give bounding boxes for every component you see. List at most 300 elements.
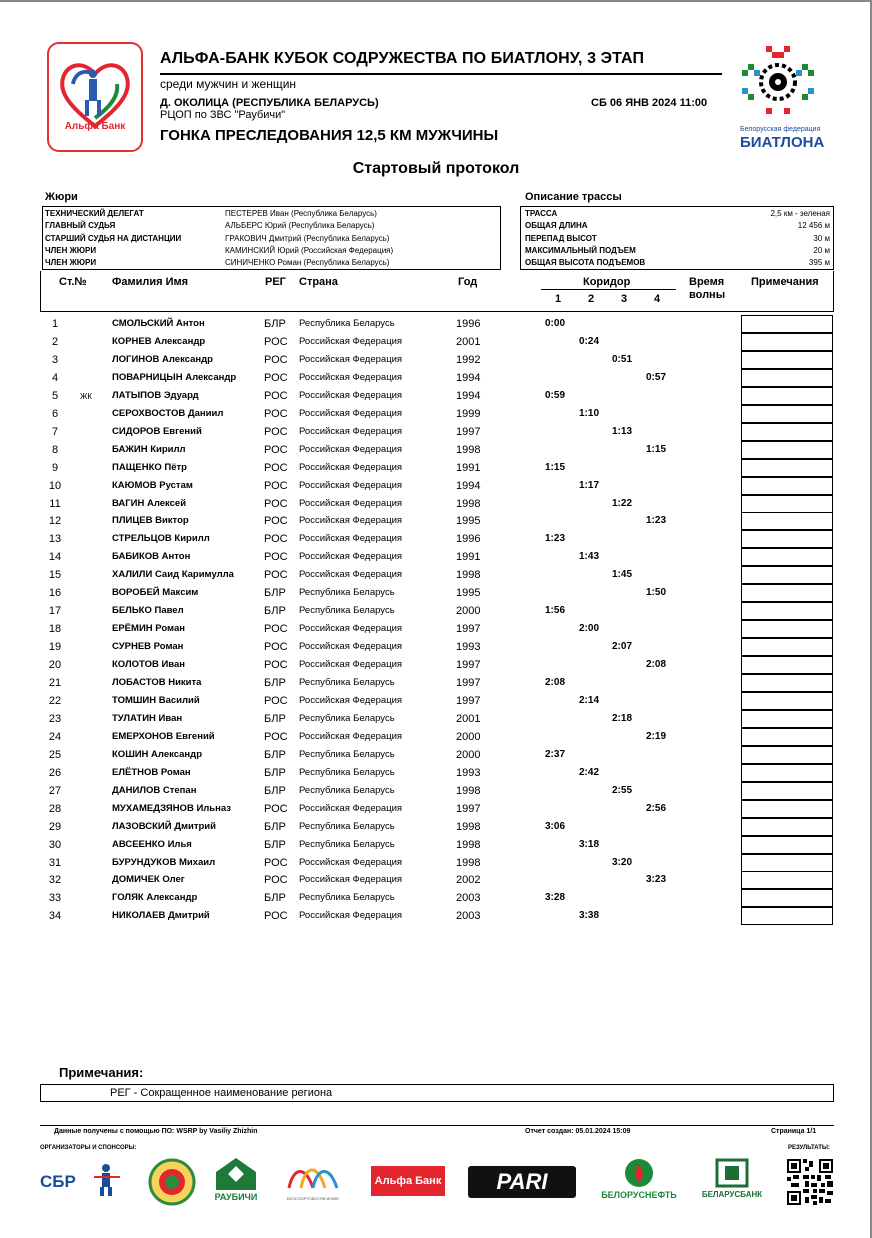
start-number: 32: [48, 874, 62, 887]
start-number: 26: [48, 766, 62, 779]
start-number: 29: [48, 820, 62, 833]
event-subtitle: среди мужчин и женщин: [160, 77, 297, 91]
right-logo-big-text: БИАТЛОНА: [740, 134, 825, 151]
sponsor-belorusneft-logo: [594, 1158, 684, 1206]
athlete-name: ЕМЕРХОНОВ Евгений: [112, 730, 215, 742]
birth-year: 1994: [456, 389, 481, 402]
athlete-name: ЛОБАСТОВ Никита: [112, 677, 202, 688]
region-code: РОС: [264, 641, 288, 654]
birth-year: 1998: [456, 569, 481, 582]
start-time: 1:22: [612, 497, 633, 509]
course-title: Описание трассы: [525, 191, 622, 203]
country: Республика Беларусь: [299, 766, 395, 778]
athlete-name: СЕРОХВОСТОВ Даниил: [112, 407, 224, 419]
header-corridor-4: 4: [654, 293, 661, 305]
birth-year: 2000: [456, 748, 481, 761]
start-number: 13: [48, 533, 62, 546]
jury-member: АЛЬБЕРС Юрий (Республика Беларусь): [225, 221, 375, 231]
start-time: 1:45: [612, 569, 633, 581]
table-row: [40, 782, 840, 800]
header-corridor-3: 3: [621, 293, 628, 305]
jury-member: СИНИЧЕНКО Роман (Республика Беларусь): [225, 258, 390, 268]
athlete-name: ЕЛЁТНОВ Роман: [112, 766, 191, 778]
birth-year: 1992: [456, 353, 481, 366]
jury-role: ЧЛЕН ЖЮРИ: [45, 258, 97, 268]
alfa-bank-cup-logo: [47, 42, 143, 152]
athlete-name: ВОРОБЕЙ Максим: [112, 587, 199, 599]
notes-cell: [741, 333, 833, 351]
notes-cell: [741, 602, 833, 620]
athlete-name: КОЛОТОВ Иван: [112, 659, 186, 671]
table-row: [40, 512, 840, 530]
region-code: БЛР: [264, 712, 286, 725]
athlete-name: ГОЛЯК Александр: [112, 892, 198, 904]
footer-organizers-label: ОРГАНИЗАТОРЫ И СПОНСОРЫ:: [40, 1145, 137, 1151]
start-number: 5: [51, 389, 59, 402]
jury-row: [45, 220, 495, 232]
table-row: [40, 548, 840, 566]
start-time: 2:56: [646, 802, 667, 814]
country: Российская Федерация: [299, 641, 403, 653]
notes-cell: [741, 889, 833, 907]
athlete-name: ЛАТЫПОВ Эдуард: [112, 389, 199, 401]
jury-member: ПЕСТЕРЕВ Иван (Республика Беларусь): [225, 209, 377, 218]
footer-page: Страница 1/1: [771, 1128, 817, 1135]
raubichi-icon: [216, 1158, 256, 1190]
start-number: 9: [51, 461, 59, 474]
start-time: 2:00: [579, 623, 600, 635]
start-time: 1:23: [545, 533, 566, 545]
notes-cell: [741, 710, 833, 728]
header-corridor-2: 2: [588, 293, 595, 305]
country: Российская Федерация: [299, 910, 403, 922]
jury-title: Жюри: [45, 191, 78, 203]
athlete-name: ЛАЗОВСКИЙ Дмитрий: [112, 820, 216, 832]
region-code: РОС: [264, 515, 288, 528]
birth-year: 1997: [456, 623, 481, 636]
course-row: [525, 257, 830, 269]
protocol-title: Стартовый протокол: [352, 160, 520, 177]
jury-row: [45, 257, 495, 269]
sponsor-sbr-logo: [40, 1160, 126, 1200]
header-corridor-1: 1: [555, 293, 562, 305]
start-number: 27: [48, 784, 62, 797]
race-title: ГОНКА ПРЕСЛЕДОВАНИЯ 12,5 КМ МУЖЧИНЫ: [160, 127, 499, 144]
region-code: РОС: [264, 425, 288, 438]
results-qr-code[interactable]: [787, 1159, 833, 1205]
country: Российская Федерация: [299, 533, 403, 545]
birth-year: 2001: [456, 335, 481, 348]
birth-year: 1997: [456, 659, 481, 672]
country: Российская Федерация: [299, 461, 403, 473]
biathlete-icon: [90, 1162, 124, 1196]
birth-year: 1991: [456, 461, 481, 474]
region-code: РОС: [264, 551, 288, 564]
athlete-name: ВАГИН Алексей: [112, 497, 187, 509]
table-row: [40, 728, 840, 746]
athlete-name: ДОМИЧЕК Олег: [112, 874, 185, 886]
sponsor-pari-text: PARI: [496, 1169, 548, 1194]
notes-cell: [741, 369, 833, 387]
sponsor-raubichi-text: РАУБИЧИ: [214, 1192, 258, 1202]
footer-results-label: РЕЗУЛЬТАТЫ:: [788, 1145, 830, 1151]
table-row: [40, 602, 840, 620]
notes-title: Примечания:: [59, 1065, 144, 1080]
start-time: 2:55: [612, 784, 633, 796]
header-name: Фамилия Имя: [112, 276, 189, 288]
course-value: 12 456 м: [797, 221, 830, 231]
start-number: 4: [51, 371, 59, 384]
start-time: 2:19: [646, 730, 667, 742]
athlete-name: ТОМШИН Василий: [112, 694, 200, 706]
region-code: РОС: [264, 623, 288, 636]
table-row: [40, 818, 840, 836]
notes-cell: [741, 728, 833, 746]
country: Российская Федерация: [299, 856, 403, 868]
country: Российская Федерация: [299, 802, 403, 814]
start-number: 6: [51, 407, 59, 420]
table-row: [40, 692, 840, 710]
country: Республика Беларусь: [299, 892, 395, 904]
jury-role: СТАРШИЙ СУДЬЯ НА ДИСТАНЦИИ: [45, 233, 182, 243]
start-number: 21: [48, 677, 62, 689]
notes-cell: [741, 871, 833, 889]
table-row: [40, 889, 840, 907]
athlete-name: КАЮМОВ Рустам: [112, 479, 193, 491]
footer-created: Отчет создан: 05.01.2024 15:09: [525, 1128, 631, 1135]
table-row: [40, 423, 840, 441]
table-row: [40, 495, 840, 513]
birth-year: 1998: [456, 497, 481, 510]
start-number: 34: [48, 910, 62, 923]
athlete-name: КОШИН Александр: [112, 748, 202, 760]
birth-year: 1996: [456, 318, 481, 330]
start-time: 2:42: [579, 766, 600, 778]
country: Российская Федерация: [299, 407, 403, 419]
athlete-name: СМОЛЬСКИЙ Антон: [112, 318, 205, 329]
region-code: РОС: [264, 407, 288, 420]
athlete-name: ПЛИЦЕВ Виктор: [112, 515, 189, 527]
course-label: ОБЩАЯ ВЫСОТА ПОДЪЕМОВ: [525, 258, 646, 268]
notes-cell: [741, 387, 833, 405]
notes-cell: [741, 782, 833, 800]
header-country: Страна: [299, 276, 338, 288]
biathlon-federation-logo: [736, 44, 825, 152]
start-time: 1:15: [646, 443, 667, 455]
start-number: 11: [49, 497, 61, 510]
birth-year: 2001: [456, 712, 481, 725]
athlete-name: БЕЛЬКО Павел: [112, 605, 184, 617]
header-corridor: Коридор: [583, 276, 631, 288]
athlete-name: ТУЛАТИН Иван: [112, 712, 183, 724]
region-code: БЛР: [264, 748, 286, 761]
notes-cell: [741, 692, 833, 710]
notes-cell: [741, 620, 833, 638]
notes-cell: [741, 441, 833, 459]
birth-year: 1996: [456, 533, 481, 546]
region-code: РОС: [264, 389, 288, 402]
region-code: РОС: [264, 335, 288, 348]
sponsor-emblem-logo: [148, 1158, 196, 1206]
table-row: [40, 387, 840, 405]
start-time: 3:28: [545, 892, 566, 904]
country: Республика Беларусь: [299, 587, 395, 599]
birth-year: 2002: [456, 874, 481, 887]
table-row: [40, 441, 840, 459]
notes-cell: [741, 351, 833, 369]
birth-year: 2000: [456, 730, 481, 743]
table-row: [40, 405, 840, 423]
header-start-no: Ст.№: [59, 276, 87, 288]
country: Республика Беларусь: [299, 820, 395, 832]
start-number: 23: [48, 712, 62, 725]
course-value: 2,5 км - зеленая: [770, 209, 830, 218]
right-logo-small-text: Белорусская федерация: [740, 126, 821, 133]
table-row: [40, 351, 840, 369]
country: Российская Федерация: [299, 730, 403, 742]
start-number: 20: [48, 659, 62, 672]
country: Республика Беларусь: [299, 677, 395, 688]
table-row: [40, 584, 840, 602]
birth-year: 1997: [456, 677, 481, 689]
region-code: БЛР: [264, 838, 286, 851]
table-row: [40, 369, 840, 387]
notes-cell: [741, 584, 833, 602]
header-wave-time-line2: волны: [689, 289, 726, 301]
athlete-name: ЕРЁМИН Роман: [112, 623, 185, 635]
athlete-name: СУРНЕВ Роман: [112, 641, 184, 653]
region-code: РОС: [264, 371, 288, 384]
sponsor-belarusbank-text: БЕЛАРУСБАНК: [701, 1190, 763, 1199]
notes-cell: [741, 746, 833, 764]
country: Российская Федерация: [299, 425, 403, 437]
notes-cell: [741, 315, 833, 333]
bib-mark: ЖК: [80, 391, 93, 401]
corridor-underline: [541, 289, 676, 290]
start-time: 2:18: [612, 712, 633, 724]
region-code: БЛР: [264, 820, 286, 833]
table-row: [40, 315, 840, 333]
start-number: 24: [48, 730, 62, 743]
start-time: 1:10: [579, 407, 600, 419]
sponsor-belsport-logo: [278, 1158, 348, 1206]
birth-year: 1997: [456, 802, 481, 815]
country: Российская Федерация: [299, 353, 403, 365]
notes-cell: [741, 836, 833, 854]
country: Российская Федерация: [299, 515, 403, 527]
birth-year: 1997: [456, 694, 481, 707]
notes-text: РЕГ - Сокращенное наименование региона: [110, 1087, 333, 1099]
start-time: 3:06: [545, 820, 566, 832]
start-time: 1:50: [646, 587, 667, 599]
region-code: РОС: [264, 353, 288, 366]
course-label: ПЕРЕПАД ВЫСОТ: [525, 233, 597, 243]
event-date: СБ 06 ЯНВ 2024 11:00: [591, 97, 708, 109]
birth-year: 1999: [456, 407, 481, 420]
start-time: 2:07: [612, 641, 633, 653]
athlete-name: АВСЕЕНКО Илья: [112, 838, 192, 850]
notes-cell: [741, 818, 833, 836]
course-label: ОБЩАЯ ДЛИНА: [525, 221, 588, 231]
birth-year: 2003: [456, 892, 481, 905]
region-code: БЛР: [264, 587, 286, 600]
country: Российская Федерация: [299, 497, 403, 509]
course-row: [525, 245, 830, 257]
start-time: 3:23: [646, 874, 667, 886]
jury-role: ТЕХНИЧЕСКИЙ ДЕЛЕГАТ: [45, 209, 144, 218]
region-code: РОС: [264, 533, 288, 546]
start-time: 3:20: [612, 856, 633, 868]
start-time: 2:14: [579, 694, 600, 706]
region-code: БЛР: [264, 677, 286, 689]
start-number: 31: [48, 856, 62, 869]
jury-role: ГЛАВНЫЙ СУДЬЯ: [45, 221, 116, 231]
country: Республика Беларусь: [299, 712, 395, 724]
birth-year: 1998: [456, 443, 481, 456]
event-title: АЛЬФА-БАНК КУБОК СОДРУЖЕСТВА ПО БИАТЛОНУ, 3 ЭТАП: [160, 50, 645, 67]
birth-year: 1995: [456, 587, 481, 600]
notes-cell: [741, 638, 833, 656]
birth-year: 1998: [456, 820, 481, 833]
start-time: 2:37: [545, 748, 566, 760]
start-number: 16: [48, 587, 62, 600]
country: Российская Федерация: [299, 335, 403, 347]
sponsor-alfa-logo: [371, 1166, 445, 1196]
region-code: РОС: [264, 856, 288, 869]
notes-cell: [741, 764, 833, 782]
athlete-name: ЛОГИНОВ Александр: [112, 353, 213, 365]
birth-year: 1993: [456, 641, 481, 654]
start-time: 0:00: [545, 318, 566, 329]
start-time: 1:43: [579, 551, 600, 563]
athlete-name: СИДОРОВ Евгений: [112, 425, 202, 437]
jury-row: [45, 233, 495, 245]
birth-year: 1994: [456, 371, 481, 384]
start-number: 19: [48, 641, 62, 654]
start-time: 1:13: [612, 425, 633, 437]
start-time: 0:57: [646, 371, 667, 383]
sponsor-sbr-text: СБР: [40, 1172, 76, 1191]
birth-year: 2000: [456, 605, 481, 618]
header-wave-time-line1: Время: [689, 276, 725, 288]
region-code: РОС: [264, 730, 288, 743]
ornament-target-icon: [736, 44, 820, 122]
start-time: 0:51: [612, 353, 633, 365]
region-code: РОС: [264, 659, 288, 672]
sponsor-belsport-text: БЕЛСПОРТОБЕСПЕЧЕНИЕ: [286, 1196, 340, 1201]
header-reg: РЕГ: [265, 276, 286, 288]
notes-cell: [741, 656, 833, 674]
country: Российская Федерация: [299, 443, 403, 455]
athlete-name: БАБИКОВ Антон: [112, 551, 191, 563]
table-row: [40, 800, 840, 818]
start-time: 0:59: [545, 389, 566, 401]
table-row: [40, 530, 840, 548]
notes-box: [40, 1084, 834, 1102]
table-row: [40, 746, 840, 764]
region-code: РОС: [264, 479, 288, 492]
start-number: 3: [51, 353, 59, 366]
notes-cell: [741, 459, 833, 477]
heart-athlete-icon: [49, 44, 141, 150]
start-time: 1:56: [545, 605, 566, 617]
region-code: БЛР: [264, 766, 286, 779]
start-time: 2:08: [545, 677, 566, 688]
emblem-icon: [148, 1158, 196, 1206]
course-row: [525, 220, 830, 232]
region-code: БЛР: [264, 318, 286, 330]
birth-year: 1995: [456, 515, 481, 528]
country: Российская Федерация: [299, 623, 403, 635]
start-number: 22: [48, 694, 62, 707]
start-time: 0:24: [579, 335, 600, 347]
region-code: РОС: [264, 497, 288, 510]
birth-year: 1994: [456, 479, 481, 492]
event-organizer: РЦОП по ЗВС "Раубичи": [160, 109, 286, 121]
notes-cell: [741, 512, 833, 530]
athlete-name: ХАЛИЛИ Саид Каримулла: [112, 569, 234, 581]
sponsor-belorusneft-text: БЕЛОРУСНЕФТЬ: [601, 1190, 677, 1200]
start-number: 12: [48, 515, 62, 528]
footer-divider: [40, 1125, 834, 1126]
region-code: БЛР: [264, 892, 286, 905]
country: Российская Федерация: [299, 694, 403, 706]
region-code: РОС: [264, 874, 288, 887]
start-number: 8: [51, 443, 59, 456]
course-row: [525, 208, 830, 220]
notes-cell: [741, 674, 833, 692]
region-code: РОС: [264, 694, 288, 707]
start-number: 18: [48, 623, 62, 636]
table-row: [40, 620, 840, 638]
footer-source: Данные получены с помощью ПО: WSRP by Vasiliy Zhizhin: [54, 1128, 258, 1135]
sponsor-raubichi-logo: [212, 1158, 260, 1206]
birth-year: 1991: [456, 551, 481, 564]
region-code: РОС: [264, 569, 288, 582]
header-notes: Примечания: [751, 276, 819, 288]
table-row: [40, 566, 840, 584]
jury-row: [45, 245, 495, 257]
page-border-top: [0, 0, 872, 2]
country: Республика Беларусь: [299, 838, 395, 850]
table-row: [40, 907, 840, 925]
athlete-name: БУРУНДУКОВ Михаил: [112, 856, 216, 868]
birth-year: 1998: [456, 856, 481, 869]
course-value: 20 м: [813, 245, 830, 255]
table-row: [40, 871, 840, 889]
course-label: ТРАССА: [525, 209, 558, 218]
event-venue: Д. ОКОЛИЦА (РЕСПУБЛИКА БЕЛАРУСЬ): [160, 97, 379, 109]
notes-cell: [741, 477, 833, 495]
start-number: 7: [51, 425, 59, 438]
birth-year: 1993: [456, 766, 481, 779]
athlete-name: МУХАМЕДЗЯНОВ Ильназ: [112, 802, 232, 814]
table-row: [40, 459, 840, 477]
start-number: 33: [48, 892, 62, 905]
start-number: 14: [48, 551, 62, 564]
region-code: РОС: [264, 443, 288, 456]
start-time: 1:17: [579, 479, 600, 491]
region-code: РОС: [264, 802, 288, 815]
start-number: 15: [48, 569, 62, 582]
athlete-name: НИКОЛАЕВ Дмитрий: [112, 910, 210, 922]
start-number: 1: [51, 318, 59, 330]
notes-cell: [741, 405, 833, 423]
belsport-icon: [283, 1158, 343, 1194]
athlete-name: ДАНИЛОВ Степан: [112, 784, 197, 796]
sponsor-pari-logo: [468, 1166, 576, 1198]
sponsor-belarusbank-logo: [696, 1158, 768, 1206]
